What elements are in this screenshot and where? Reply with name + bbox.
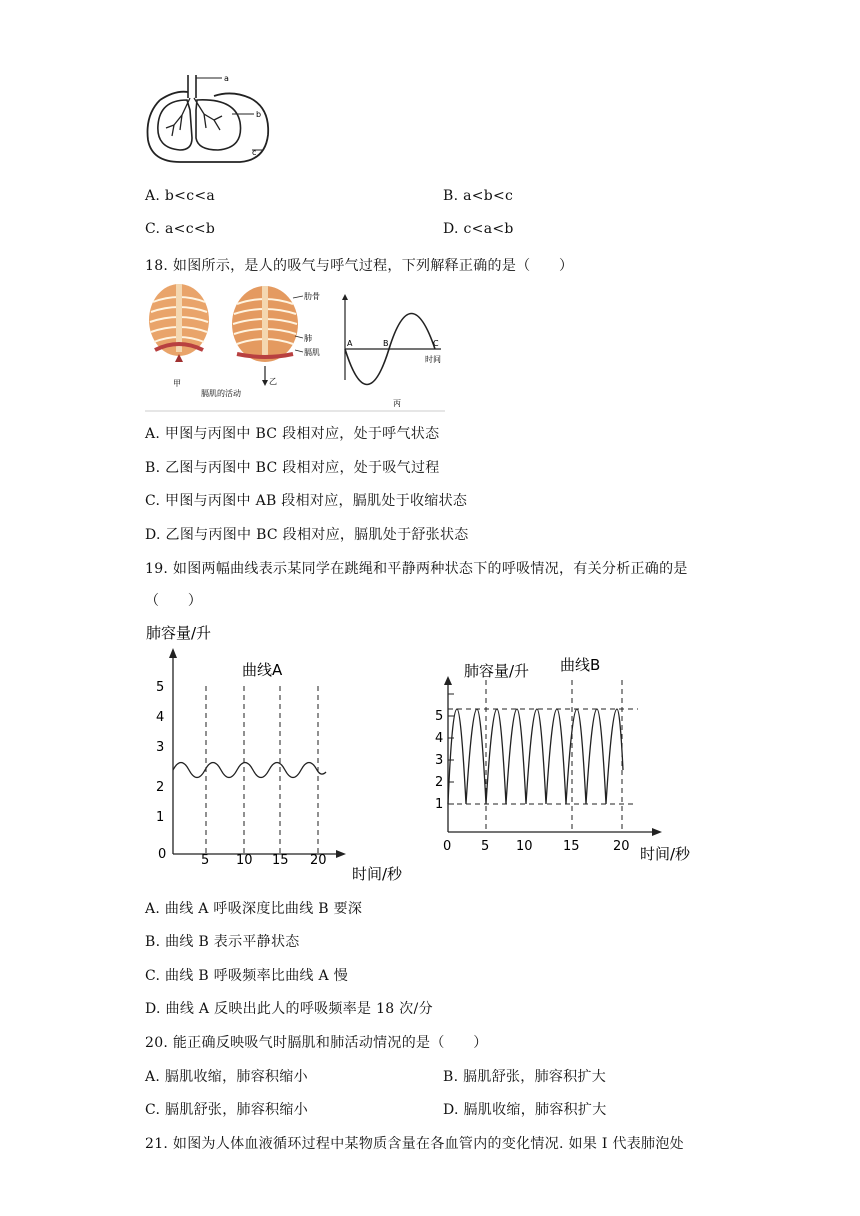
label-c: c [252,148,257,157]
chart-b-ytick-4: 4 [435,731,444,746]
chart-a-title: 曲线A [242,661,283,679]
label-lung: 肺 [304,334,312,343]
chart-curve-b [430,650,720,870]
chart-a-xtick-20: 20 [310,853,327,868]
q17-option-d: D. c<a<b [443,221,514,237]
chart-a-ytick-4: 4 [156,710,165,725]
chart-b-title: 曲线B [560,656,601,674]
ribcage-jia [149,284,209,362]
q17-option-b: B. a<b<c [443,188,514,204]
q18-option-d: D. 乙图与丙图中 BC 段相对应，膈肌处于舒张状态 [145,527,469,543]
point-b: B [383,339,389,348]
chart-a-xlabel: 时间/秒 [352,865,403,883]
chart-a-origin: 0 [158,847,167,862]
chart-b-ytick-2: 2 [435,775,444,790]
chart-a-xtick-15: 15 [272,853,289,868]
chart-b-ytick-1: 1 [435,797,444,812]
chart-b-ytick-5: 5 [435,709,444,724]
q18-option-a: A. 甲图与丙图中 BC 段相对应，处于呼气状态 [145,426,440,442]
chart-b-xlabel: 时间/秒 [640,845,691,863]
chart-a-ytick-1: 1 [156,810,165,825]
q19-stem-cont: （ ） [145,593,203,609]
chart-b-xtick-10: 10 [516,839,533,854]
q19-option-d: D. 曲线 A 反映出此人的呼吸频率是 18 次/分 [145,1001,433,1017]
chart-curve-a [140,618,410,888]
chart-b-xtick-20: 20 [613,839,630,854]
q17-option-a: A. b<c<a [145,188,216,204]
q19-option-b: B. 曲线 B 表示平静状态 [145,934,300,950]
q18-option-b: B. 乙图与丙图中 BC 段相对应，处于吸气过程 [145,460,440,476]
q21-stem: 21. 如图为人体血液循环过程中某物质含量在各血管内的变化情况. 如果 I 代表肺泡处 [145,1136,684,1152]
q18-stem: 18. 如图所示，是人的吸气与呼气过程，下列解释正确的是（ ） [145,258,574,274]
chart-a-ytick-3: 3 [156,740,165,755]
chart-b-xtick-5: 5 [481,839,490,854]
q20-option-c: C. 膈肌舒张，肺容积缩小 [145,1102,309,1118]
chart-a-ytick-2: 2 [156,780,165,795]
q19-option-c: C. 曲线 B 呼吸频率比曲线 A 慢 [145,968,349,984]
curve-a-line [173,763,326,778]
label-bing: 丙 [393,399,401,408]
label-activity: 膈肌的活动 [201,389,241,398]
q18-option-c: C. 甲图与丙图中 AB 段相对应，膈肌处于收缩状态 [145,493,468,509]
label-a: a [224,74,229,83]
curve-b-line [448,709,623,804]
q20-stem: 20. 能正确反映吸气时膈肌和肺活动情况的是（ ） [145,1035,488,1051]
chart-b-xtick-0: 0 [443,839,452,854]
label-jia: 甲 [173,379,181,388]
q19-option-a: A. 曲线 A 呼吸深度比曲线 B 要深 [145,901,363,917]
q19-stem: 19. 如图两幅曲线表示某同学在跳绳和平静两种状态下的呼吸情况，有关分析正确的是 [145,561,688,577]
q20-option-d: D. 膈肌收缩，肺容积扩大 [443,1102,607,1118]
breathing-figure [145,280,445,412]
chart-a-ytick-5: 5 [156,680,165,695]
q17-option-c: C. a<c<b [145,221,216,237]
q20-option-b: B. 膈肌舒张，肺容积扩大 [443,1069,607,1085]
label-diaphragm: 膈肌 [304,348,320,357]
chart-b-ytick-3: 3 [435,753,444,768]
chart-a-ylabel: 肺容量/升 [146,624,212,642]
chart-b-ylabel: 肺容量/升 [464,662,530,680]
point-a: A [347,339,353,348]
q20-option-a: A. 膈肌收缩，肺容积缩小 [145,1069,308,1085]
chart-b-xtick-15: 15 [563,839,580,854]
graph-time-label: 时间 [425,355,441,364]
label-b: b [256,110,262,119]
chart-a-xtick-5: 5 [201,853,210,868]
label-yi: 乙 [269,377,277,386]
label-rib: 肋骨 [304,292,320,301]
point-c: C [433,339,439,348]
lung-diagram [140,70,280,170]
chart-a-xtick-10: 10 [236,853,253,868]
